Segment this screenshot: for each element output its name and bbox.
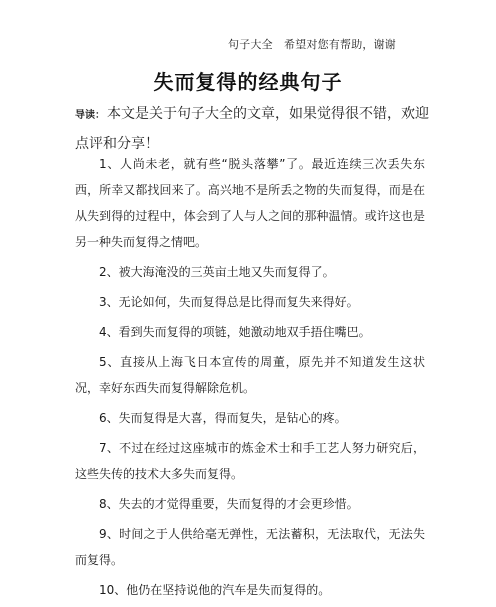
sentence-item: 7、不过在经过这座城市的炼金术士和手工艺人努力研究后，这些失传的技术大多失而复得。 [75, 441, 425, 481]
sentence-item: 2、被大海淹没的三英亩土地又失而复得了。 [99, 265, 335, 279]
sentence-item: 8、失去的才觉得重要，失而复得的才会更珍惜。 [99, 497, 359, 511]
article-title: 失而复得的经典句子 [153, 70, 343, 94]
header-note: 句子大全 希望对您有帮助，谢谢 [228, 38, 396, 51]
sentence-item: 6、失而复得是大喜，得而复失，是钻心的疼。 [99, 411, 347, 425]
sentence-list [75, 151, 425, 607]
intro-text: 本文是关于句子大全的文章，如果觉得很不错，欢迎点评和分享！ [75, 106, 429, 152]
sentence-item: 1、人尚未老，就有些“脱头落攀”了。最近连续三次丢失东西，所幸又都找回来了。高兴地不是所丢之物的失而复得，而是在从失到得的过程中，体会到了人与人之间的那种温情。或许这也是另一种失而复得之情吧。 [75, 157, 425, 249]
intro-label: 导读： [75, 110, 105, 121]
sentence-item: 3、无论如何，失而复得总是比得而复失来得好。 [99, 295, 359, 309]
sentence-item: 9、时间之于人供给毫无弹性，无法蓄积，无法取代，无法失而复得。 [75, 527, 425, 567]
article-intro [75, 100, 435, 158]
sentence-item: 10、他仍在坚持说他的汽车是失而复得的。 [99, 583, 331, 597]
sentence-item: 5、直接从上海飞日本宣传的周董，原先并不知道发生这状况，幸好东西失而复得解除危机。 [75, 355, 425, 395]
sentence-item: 4、看到失而复得的项链，她激动地双手捂住嘴巴。 [99, 325, 371, 339]
